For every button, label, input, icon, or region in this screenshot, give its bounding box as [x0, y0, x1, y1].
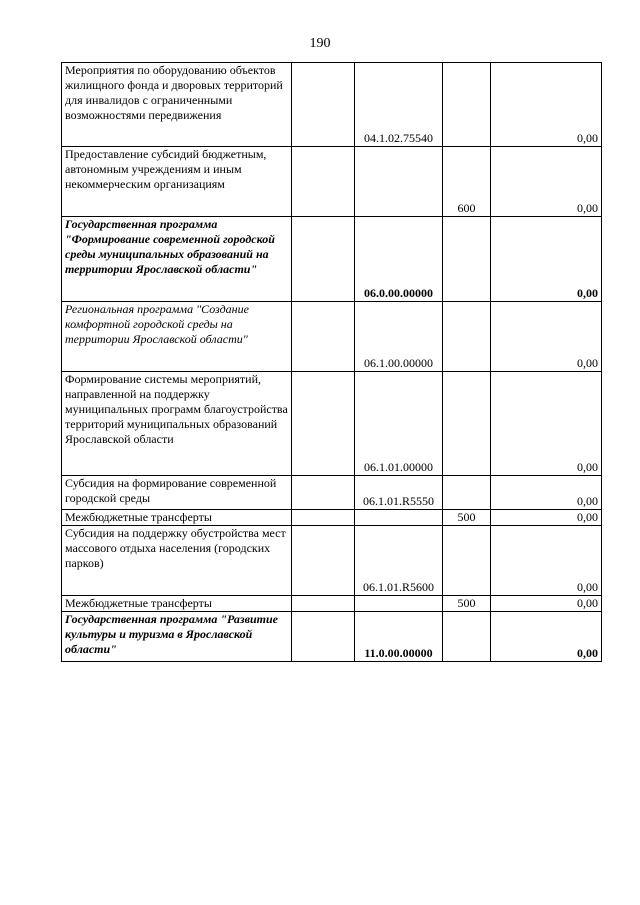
- row-col2: [292, 510, 355, 526]
- row-amount: 0,00: [491, 147, 602, 217]
- row-amount: 0,00: [491, 526, 602, 596]
- page-number: 190: [309, 36, 331, 51]
- row-name: Межбюджетные трансферты: [62, 510, 292, 526]
- row-name: Мероприятия по оборудованию объектов жилищного фонда и дворовых территорий для инвалидов с ограниченными возможностями передвижения: [62, 63, 292, 147]
- row-target-code: [355, 510, 443, 526]
- table-row: [62, 147, 602, 217]
- row-expense-type: [443, 302, 491, 372]
- table-row: [62, 372, 602, 476]
- table-row: [62, 476, 602, 510]
- row-col2: [292, 372, 355, 476]
- row-col2: [292, 63, 355, 147]
- row-name: Предоставление субсидий бюджетным, автономным учреждениям и иным некоммерческим организациям: [62, 147, 292, 217]
- row-expense-type: [443, 526, 491, 596]
- row-target-code: 04.1.02.75540: [355, 63, 443, 147]
- table-row: [62, 217, 602, 302]
- row-col2: [292, 476, 355, 510]
- row-amount: 0,00: [491, 63, 602, 147]
- row-col2: [292, 147, 355, 217]
- row-col2: [292, 302, 355, 372]
- row-target-code: 11.0.00.00000: [355, 612, 443, 662]
- row-name: Субсидия на формирование современной городской среды: [62, 476, 292, 510]
- row-col2: [292, 526, 355, 596]
- row-expense-type: [443, 372, 491, 476]
- row-expense-type: 500: [443, 510, 491, 526]
- table-row: [62, 302, 602, 372]
- budget-table: [61, 62, 602, 662]
- row-expense-type: [443, 63, 491, 147]
- row-target-code: 06.1.01.00000: [355, 372, 443, 476]
- row-name: Формирование системы мероприятий, направленной на поддержку муниципальных программ благоустройства территорий муниципальных образований Ярославской области: [62, 372, 292, 476]
- table-row: [62, 63, 602, 147]
- row-name: Субсидия на поддержку обустройства мест массового отдыха населения (городских парков): [62, 526, 292, 596]
- row-amount: 0,00: [491, 510, 602, 526]
- row-name: Региональная программа "Создание комфортной городской среды на территории Ярославской области": [62, 302, 292, 372]
- row-expense-type: [443, 476, 491, 510]
- row-amount: 0,00: [491, 372, 602, 476]
- row-amount: 0,00: [491, 302, 602, 372]
- row-target-code: 06.0.00.00000: [355, 217, 443, 302]
- row-col2: [292, 612, 355, 662]
- row-target-code: 06.1.01.R5600: [355, 526, 443, 596]
- table-row: [62, 612, 602, 662]
- table-row: [62, 510, 602, 526]
- table-row: [62, 526, 602, 596]
- row-name: Межбюджетные трансферты: [62, 596, 292, 612]
- table-row: [62, 596, 602, 612]
- row-expense-type: 600: [443, 147, 491, 217]
- row-target-code: 06.1.00.00000: [355, 302, 443, 372]
- row-name: Государственная программа "Развитие культуры и туризма в Ярославской области": [62, 612, 292, 662]
- row-expense-type: [443, 612, 491, 662]
- row-name: Государственная программа "Формирование современной городской среды муниципальных образований на территории Ярославской области": [62, 217, 292, 302]
- row-expense-type: 500: [443, 596, 491, 612]
- row-col2: [292, 217, 355, 302]
- row-target-code: 06.1.01.R5550: [355, 476, 443, 510]
- row-amount: 0,00: [491, 476, 602, 510]
- row-expense-type: [443, 217, 491, 302]
- row-amount: 0,00: [491, 217, 602, 302]
- row-amount: 0,00: [491, 596, 602, 612]
- row-col2: [292, 596, 355, 612]
- row-target-code: [355, 596, 443, 612]
- row-target-code: [355, 147, 443, 217]
- row-amount: 0,00: [491, 612, 602, 662]
